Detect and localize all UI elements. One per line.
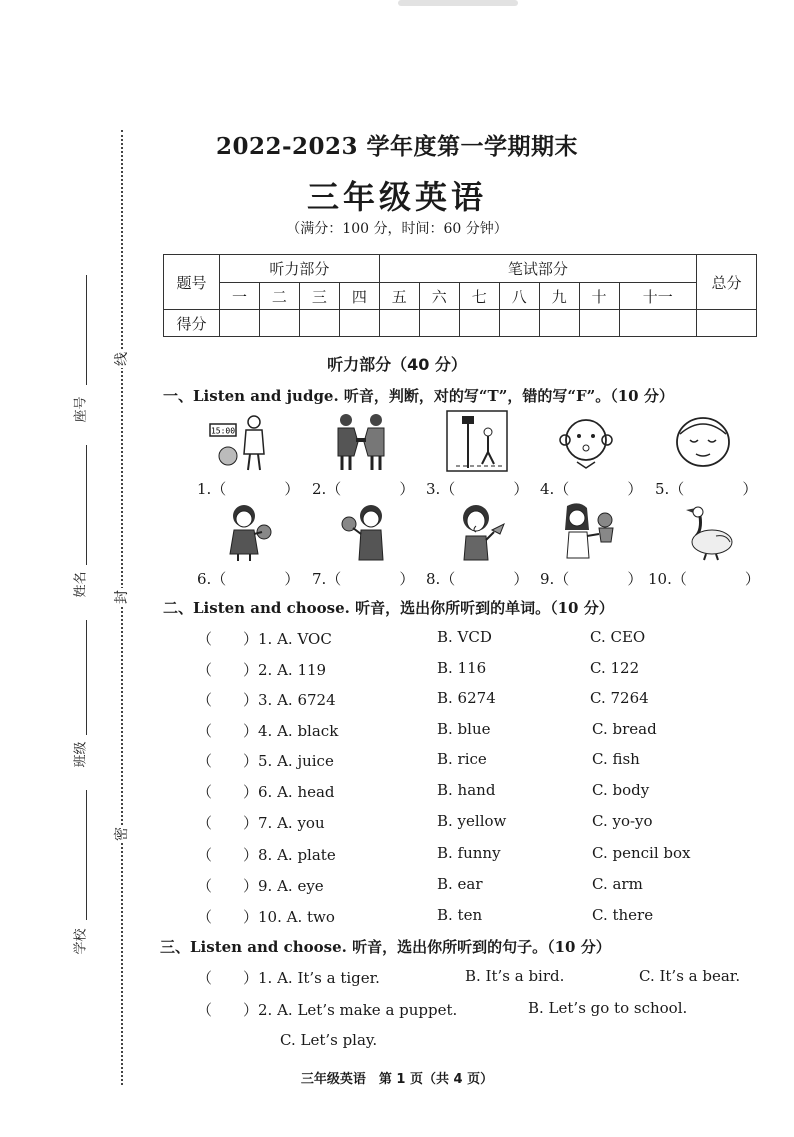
- col-11: 十一: [619, 283, 696, 310]
- choice-b: B. funny: [437, 844, 501, 862]
- boy-toy-icon: [335, 500, 397, 562]
- listening-part-header: 听力部分: [220, 255, 380, 283]
- paren-open: （: [197, 752, 213, 770]
- score-row-label: 得分: [164, 310, 220, 337]
- field-school-line[interactable]: [86, 790, 87, 920]
- judge-answer-8[interactable]: [426, 568, 528, 589]
- choice-b: B. 116: [437, 659, 487, 677]
- sentence-c: C. Let’s play.: [280, 1031, 378, 1049]
- judge-label-10: 10.（: [648, 570, 687, 588]
- choice-a: ）5. A. juice: [243, 752, 334, 770]
- seal-char-line: 线: [114, 352, 130, 366]
- col-2: 二: [259, 283, 299, 310]
- writing-part-header: 笔试部分: [379, 255, 696, 283]
- judge-close-7: ）: [399, 570, 415, 588]
- listening-section-title: 听力部分（40 分）: [327, 355, 467, 374]
- judge-answer-1[interactable]: [197, 478, 299, 499]
- judge-answer-3[interactable]: [426, 478, 528, 499]
- choice-c: C. bread: [592, 720, 657, 738]
- judge-answer-6[interactable]: [197, 568, 299, 589]
- girl-face-icon: [555, 410, 617, 472]
- col-7: 七: [459, 283, 499, 310]
- score-cell-11[interactable]: [619, 310, 696, 337]
- judge-close-6: ）: [284, 570, 300, 588]
- judge-close-3: ）: [513, 480, 529, 498]
- sentence-a: ）2. A. Let’s make a puppet.: [243, 1001, 458, 1019]
- judge-label-4: 4.（: [540, 480, 570, 498]
- judge-close-4: ）: [627, 480, 643, 498]
- judge-label-3: 3.（: [426, 480, 456, 498]
- judge-answer-7[interactable]: [312, 568, 414, 589]
- sentence-c: C. It’s a bear.: [639, 967, 741, 985]
- score-cell-10[interactable]: [579, 310, 619, 337]
- choice-c: C. body: [592, 781, 650, 799]
- paren-open: （: [197, 814, 213, 832]
- binding-dotted-line: [121, 130, 123, 1085]
- choice-a: ）8. A. plate: [243, 846, 336, 864]
- question-number-label: 题号: [164, 255, 220, 310]
- col-10: 十: [579, 283, 619, 310]
- score-cell-7[interactable]: [459, 310, 499, 337]
- judge-label-9: 9.（: [540, 570, 570, 588]
- choice-a: ）9. A. eye: [243, 877, 324, 895]
- choice-b: B. yellow: [437, 812, 507, 830]
- choice-b: B. ten: [437, 906, 483, 924]
- judge-close-5: ）: [742, 480, 758, 498]
- col-1: 一: [220, 283, 260, 310]
- choice-b: B. hand: [437, 781, 496, 799]
- col-8: 八: [499, 283, 539, 310]
- paren-open: （: [197, 846, 213, 864]
- col-4: 四: [339, 283, 379, 310]
- judge-close-10: ）: [744, 570, 760, 588]
- col-3: 三: [299, 283, 339, 310]
- choice-c: C. there: [592, 906, 654, 924]
- scan-smudge: [398, 0, 518, 6]
- choice-b: B. blue: [437, 720, 491, 738]
- col-6: 六: [419, 283, 459, 310]
- judge-label-1: 1.（: [197, 480, 227, 498]
- boy-face-icon: [672, 410, 734, 472]
- score-table: [163, 254, 757, 337]
- choice-c: C. 7264: [590, 689, 649, 707]
- choice-c: C. pencil box: [592, 844, 691, 862]
- sentence-a: ）1. A. It’s a tiger.: [243, 969, 380, 987]
- judge-close-8: ）: [513, 570, 529, 588]
- score-cell-3[interactable]: [299, 310, 339, 337]
- paren-open: （: [197, 661, 213, 679]
- choice-c: C. CEO: [590, 628, 646, 646]
- score-cell-4[interactable]: [339, 310, 379, 337]
- judge-close-1: ）: [284, 480, 300, 498]
- score-cell-6[interactable]: [419, 310, 459, 337]
- field-class-line[interactable]: [86, 620, 87, 735]
- seal-char-seal: 封: [114, 590, 130, 604]
- judge-label-7: 7.（: [312, 570, 342, 588]
- judge-label-8: 8.（: [426, 570, 456, 588]
- paren-open: （: [197, 722, 213, 740]
- choice-a: ）6. A. head: [243, 783, 335, 801]
- page-footer: 三年级英语 第 1 页（共 4 页）: [300, 1072, 494, 1087]
- choice-a: ）7. A. you: [243, 814, 325, 832]
- judge-answer-2[interactable]: [312, 478, 414, 499]
- seal-char-secret: 密: [114, 827, 130, 841]
- total-score-label: 总分: [697, 255, 757, 310]
- choice-a: ）10. A. two: [243, 908, 335, 926]
- goose-icon: [676, 500, 738, 562]
- girl-toy-icon: [218, 500, 280, 562]
- handshake-icon: [330, 410, 392, 472]
- col-5: 五: [379, 283, 419, 310]
- paren-open: （: [197, 1001, 213, 1019]
- judge-label-5: 5.（: [655, 480, 685, 498]
- paren-open: （: [197, 691, 213, 709]
- sentence-b: B. Let’s go to school.: [528, 999, 688, 1017]
- judge-label-6: 6.（: [197, 570, 227, 588]
- paren-open: （: [197, 908, 213, 926]
- field-name-line[interactable]: [86, 445, 87, 565]
- col-9: 九: [539, 283, 579, 310]
- score-cell-total[interactable]: [697, 310, 757, 337]
- field-class-label: 班级: [73, 741, 89, 768]
- judge-answer-9[interactable]: [540, 568, 642, 589]
- exam-term-title: 2022-2023 学年度第一学期期末: [215, 133, 579, 160]
- judge-answer-5[interactable]: [655, 478, 757, 499]
- score-cell-5[interactable]: [379, 310, 419, 337]
- field-name-label: 姓名: [73, 571, 89, 598]
- choice-b: B. VCD: [437, 628, 492, 646]
- paren-open: （: [197, 877, 213, 895]
- judge-label-2: 2.（: [312, 480, 342, 498]
- girl-monkey-icon: [557, 500, 619, 562]
- judge-answer-4[interactable]: [540, 478, 642, 499]
- score-cell-8[interactable]: [499, 310, 539, 337]
- choice-c: C. yo-yo: [592, 812, 653, 830]
- choice-c: C. fish: [592, 750, 640, 768]
- choice-a: ）3. A. 6724: [243, 691, 336, 709]
- field-seat-label: 座号: [73, 396, 89, 423]
- section1-title: 一、Listen and judge. 听音，判断，对的写“T”，错的写“F”。（10 分）: [163, 387, 674, 405]
- choice-b: B. 6274: [437, 689, 496, 707]
- score-cell-9[interactable]: [539, 310, 579, 337]
- choice-a: ）4. A. black: [243, 722, 339, 740]
- judge-answer-10[interactable]: [648, 568, 760, 589]
- sentence-b: B. It’s a bird.: [465, 967, 565, 985]
- clock-man-icon: [208, 410, 270, 472]
- score-cell-2[interactable]: [259, 310, 299, 337]
- crossing-icon: [446, 410, 508, 472]
- paren-open: （: [197, 969, 213, 987]
- boy-bird-icon: [452, 500, 514, 562]
- paren-open: （: [197, 630, 213, 648]
- choice-c: C. arm: [592, 875, 643, 893]
- paren-open: （: [197, 783, 213, 801]
- score-cell-1[interactable]: [220, 310, 260, 337]
- judge-close-2: ）: [399, 480, 415, 498]
- judge-close-9: ）: [627, 570, 643, 588]
- choice-b: B. ear: [437, 875, 483, 893]
- field-school-label: 学校: [73, 928, 89, 955]
- section3-title: 三、Listen and choose. 听音，选出你所听到的句子。（10 分）: [160, 938, 611, 956]
- choice-a: ）2. A. 119: [243, 661, 327, 679]
- exam-subject-title: 三年级英语: [306, 178, 487, 216]
- choice-b: B. rice: [437, 750, 487, 768]
- exam-score-time: （满分：100 分，时间：60 分钟）: [286, 221, 508, 237]
- clock-text: 15:00: [210, 426, 236, 436]
- choice-c: C. 122: [590, 659, 640, 677]
- choice-a: ）1. A. VOC: [243, 630, 332, 648]
- section2-title: 二、Listen and choose. 听音，选出你所听到的单词。（10 分）: [163, 599, 614, 617]
